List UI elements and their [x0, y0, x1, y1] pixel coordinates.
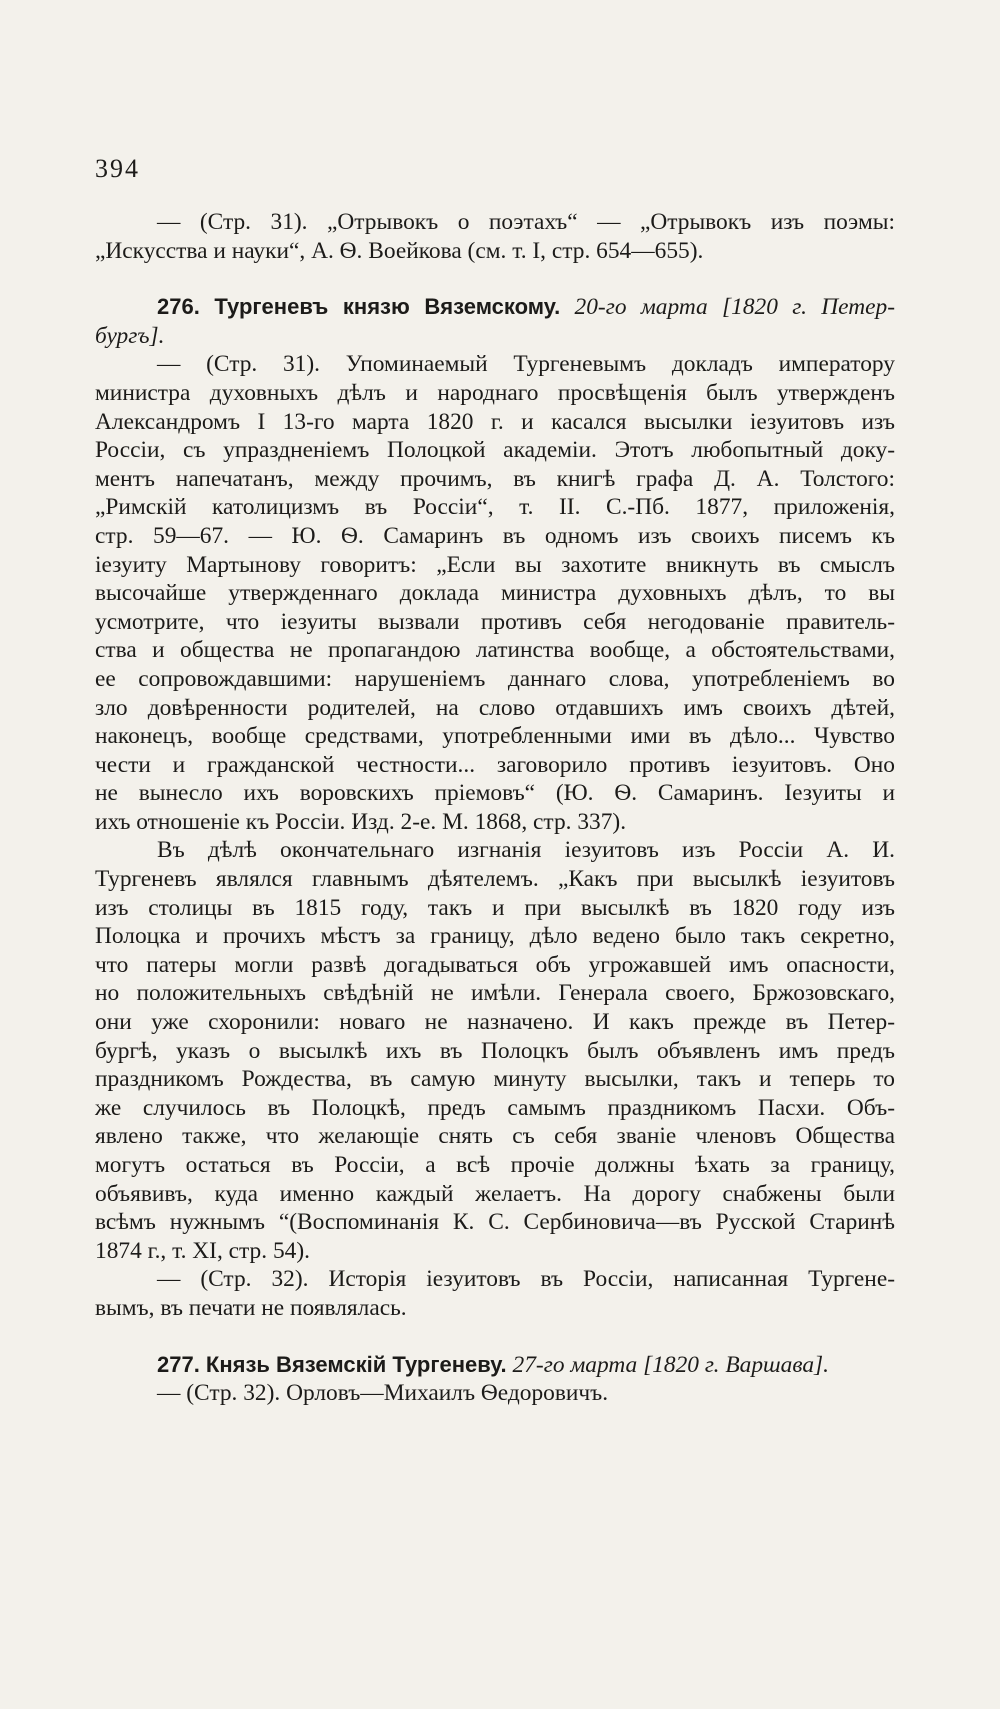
text-line: праздникомъ Рождества, въ самую минуту высылки, такъ и теперь то: [95, 1066, 895, 1093]
text-line: ихъ отношеніе къ Россіи. Изд. 2-е. М. 1868, стр. 337).: [95, 808, 627, 835]
text-line: изъ столицы въ 1815 году, такъ и при высылкѣ въ 1820 году изъ: [95, 894, 895, 921]
spacer: [95, 265, 895, 293]
text-line: Тургеневъ являлся главнымъ дѣятелемъ. „Какъ при высылкѣ іезуитовъ: [95, 866, 895, 893]
note-line: — (Стр. 31). „Отрывокъ о поэтахъ“ — „Отрывокъ изъ поэмы:: [157, 209, 895, 235]
letter-276-date-cont: [95, 322, 895, 351]
page-body: [95, 208, 895, 1408]
text-line: Россіи, съ упраздненіемъ Полоцкой академіи. Этотъ любопытный доку-: [95, 437, 895, 464]
text-line: іезуиту Мартынову говоритъ: „Если вы захотите вникнуть въ смыслъ: [95, 551, 895, 578]
text-line: усмотрите, что іезуиты вызвали противъ себя негодованіе правитель-: [95, 608, 895, 635]
text-line: министра духовныхъ дѣлъ и народнаго просвѣщенія былъ утвержденъ: [95, 379, 895, 406]
page-number: 394: [95, 154, 140, 183]
letter-277-header: [95, 1351, 895, 1380]
text-line: Полоцка и прочихъ мѣстъ за границу, дѣло ведено было такъ секретно,: [95, 923, 895, 950]
text-line: чести и гражданской честности... заговорило противъ іезуитовъ. Оно: [95, 751, 895, 778]
text-line: стр. 59—67. — Ю. Ѳ. Самаринъ въ одномъ изъ своихъ писемъ къ: [95, 522, 895, 549]
text-line: не вынесло ихъ воровскихъ пріемовъ“ (Ю. Ѳ. Самаринъ. Іезуиты и: [95, 780, 895, 807]
letter-276-date-cont-text: бургъ].: [95, 322, 165, 349]
text-line: бургѣ, указъ о высылкѣ ихъ въ Полоцкъ былъ объявленъ имъ предъ: [95, 1037, 895, 1064]
text-line: — (Стр. 31). Упоминаемый Тургеневымъ докладъ императору: [157, 351, 895, 378]
text-line: ее сопровождавшими: нарушеніемъ даннаго слова, употребленіемъ во: [95, 665, 895, 692]
text-line: вымъ, въ печати не появлялась.: [95, 1294, 407, 1321]
text-line: Въ дѣлѣ окончательнаго изгнанія іезуитовъ изъ Россіи А. И.: [157, 837, 895, 864]
letter-276-heading: 276. Тургеневъ князю Вяземскому.: [157, 294, 561, 320]
text-line: могутъ остаться въ Россіи, а всѣ прочіе должны ѣхать за границу,: [95, 1152, 895, 1178]
text-line: объявивъ, куда именно каждый желаетъ. На дорогу снабжены были: [95, 1180, 895, 1207]
letter-277-heading: 277. Князь Вяземскій Тургеневу.: [157, 1351, 507, 1377]
paragraph-3: [95, 836, 895, 1265]
text-line: всѣмъ нужнымъ “(Воспоминанія К. С. Сербиновича—въ Русской Старинѣ: [95, 1209, 895, 1236]
text-line: Александромъ I 13-го марта 1820 г. и касался высылки іезуитовъ изъ: [95, 408, 895, 435]
letter-276-date: 20-го марта [1820 г. Петер-: [574, 294, 895, 321]
text-line: ства и общества не пропагандою латинства вообще, а обстоятельствами,: [95, 637, 895, 664]
text-line: наконецъ, вообще средствами, употребленными ими въ дѣло... Чувство: [95, 723, 895, 750]
paragraph-4: [95, 1265, 895, 1322]
text-line: явлено также, что желающіе снять съ себя званіе членовъ Общества: [95, 1123, 895, 1150]
text-line: что патеры могли развѣ догадываться объ угрожавшей имъ опасности,: [95, 951, 895, 978]
text-line: они уже схоронили: новаго не назначено. И какъ прежде въ Петер-: [95, 1009, 895, 1036]
note-line: „Искусства и науки“, А. Ѳ. Воейкова (см. т. I, стр. 654—655).: [95, 237, 704, 264]
text-line: но положительныхъ свѣдѣній не имѣли. Генерала своего, Бржозовскаго,: [95, 980, 895, 1007]
text-line: высочайше утвержденнаго доклада министра духовныхъ дѣлъ, то вы: [95, 580, 895, 607]
text-line: „Римскій католицизмъ въ Россіи“, т. II. С.-Пб. 1877, приложенія,: [95, 494, 895, 521]
letter-277-date: 27-го марта [1820 г. Варшава].: [512, 1351, 830, 1378]
letter-276-header: [95, 293, 895, 322]
text-line: 1874 г., т. XI, стр. 54).: [95, 1237, 310, 1264]
text-line: зло довѣренности родителей, на слово отдавшихъ имъ своихъ дѣтей,: [95, 694, 895, 721]
paragraph-2: [95, 350, 895, 836]
text-line: ментъ напечатанъ, между прочимъ, въ книгѣ графа Д. А. Толстого:: [95, 465, 895, 492]
letter-277-note: — (Стр. 32). Орловъ—Михаилъ Ѳедоровичъ.: [157, 1380, 609, 1407]
spacer: [95, 1323, 895, 1351]
text-line: — (Стр. 32). Исторія іезуитовъ въ Россіи, написанная Тургене-: [157, 1266, 895, 1293]
text-line: же случилось въ Полоцкѣ, предъ самымъ праздникомъ Пасхи. Объ-: [95, 1094, 895, 1121]
